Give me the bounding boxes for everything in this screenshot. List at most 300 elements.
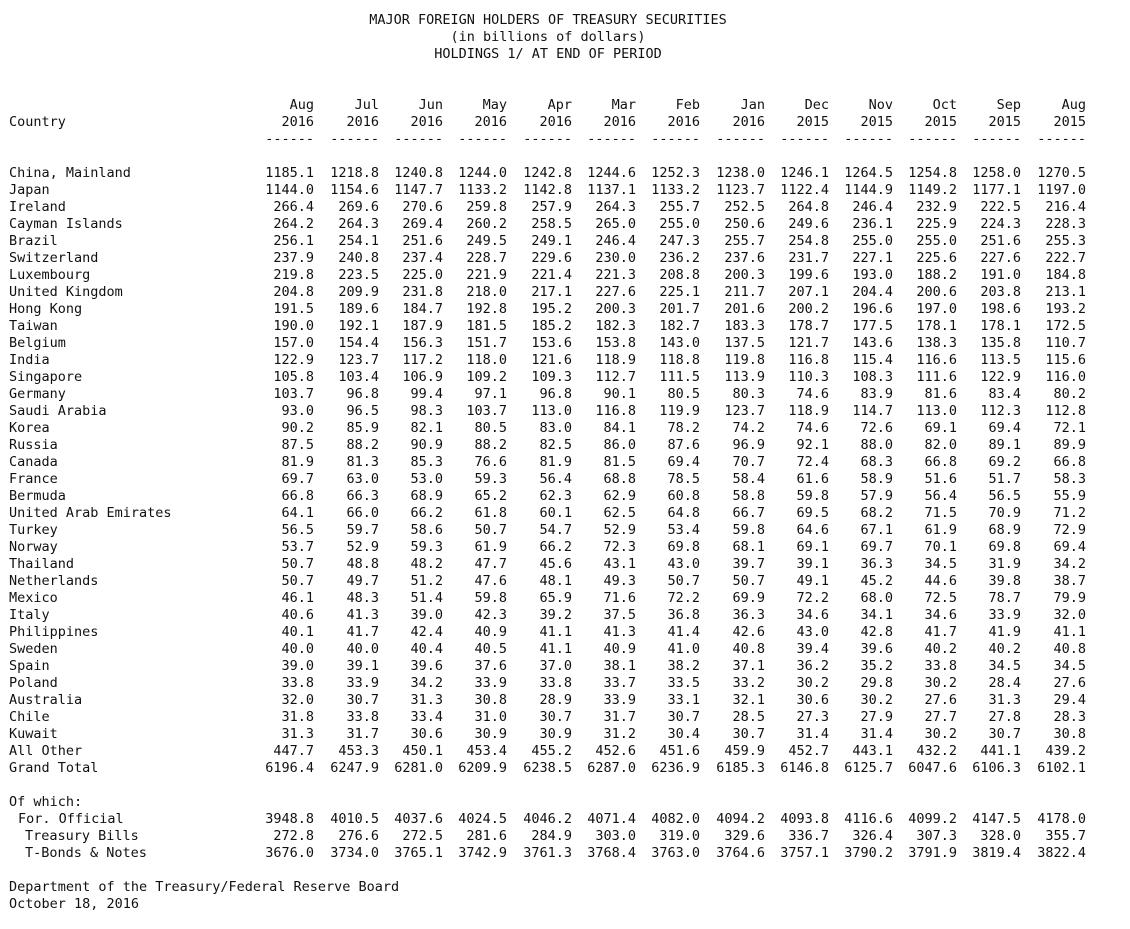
holding-value: 30.7: [539, 709, 572, 725]
country-name: Canada: [9, 454, 58, 470]
holding-value: 1133.2: [651, 182, 700, 198]
holding-value: 255.3: [1045, 233, 1086, 249]
holding-value: 259.8: [466, 199, 507, 215]
holding-value: 66.7: [732, 505, 765, 521]
country-name: India: [9, 352, 50, 368]
column-header-month: May: [482, 97, 507, 113]
of-which-value: 326.4: [852, 828, 893, 844]
holding-value: 34.2: [410, 675, 443, 691]
holding-value: 72.6: [860, 420, 893, 436]
table-row: [0, 454, 1100, 471]
holding-value: 33.8: [924, 658, 957, 674]
table-row: [0, 675, 1100, 692]
of-which-row-label: Treasury Bills: [25, 828, 139, 844]
holding-value: 59.3: [410, 539, 443, 555]
country-name: Thailand: [9, 556, 75, 572]
holding-value: 39.1: [346, 658, 379, 674]
of-which-value: 4178.0: [1037, 811, 1086, 827]
holding-value: 81.3: [346, 454, 379, 470]
holding-value: 30.2: [860, 692, 893, 708]
holding-value: 184.7: [402, 301, 443, 317]
holding-value: 30.6: [796, 692, 829, 708]
holding-value: 6281.0: [394, 760, 443, 776]
holding-value: 6047.6: [908, 760, 957, 776]
holding-value: 48.2: [410, 556, 443, 572]
holding-value: 204.8: [273, 284, 314, 300]
column-separator: ------: [394, 131, 443, 147]
holding-value: 85.9: [346, 420, 379, 436]
holding-value: 113.5: [980, 352, 1021, 368]
of-which-row-label: For. Official: [18, 811, 124, 827]
holding-value: 225.6: [916, 250, 957, 266]
holding-value: 41.7: [346, 624, 379, 640]
of-which-label: Of which:: [9, 794, 83, 810]
table-row: [0, 556, 1100, 573]
holding-value: 36.3: [860, 556, 893, 572]
holding-value: 58.6: [410, 522, 443, 538]
holding-value: 43.0: [796, 624, 829, 640]
holding-value: 1258.0: [972, 165, 1021, 181]
holding-value: 34.2: [1053, 556, 1086, 572]
holding-value: 89.9: [1053, 437, 1086, 453]
holding-value: 39.8: [988, 573, 1021, 589]
of-which-value: 3734.0: [330, 845, 379, 861]
holding-value: 90.2: [281, 420, 314, 436]
holding-value: 246.4: [852, 199, 893, 215]
column-header-month-row: [0, 97, 1100, 114]
table-row: [0, 250, 1100, 267]
table-row: [0, 641, 1100, 658]
holding-value: 59.8: [732, 522, 765, 538]
column-header-year: 2016: [474, 114, 507, 130]
holding-value: 70.7: [732, 454, 765, 470]
holding-value: 68.8: [603, 471, 636, 487]
table-row: [0, 471, 1100, 488]
holding-value: 153.8: [595, 335, 636, 351]
holding-value: 40.6: [281, 607, 314, 623]
holding-value: 249.6: [788, 216, 829, 232]
holding-value: 207.1: [788, 284, 829, 300]
holding-value: 53.0: [410, 471, 443, 487]
holding-value: 109.3: [531, 369, 572, 385]
table-row: [0, 182, 1100, 199]
holding-value: 195.2: [531, 301, 572, 317]
holding-value: 69.4: [1053, 539, 1086, 555]
holding-value: 76.6: [474, 454, 507, 470]
holding-value: 225.1: [659, 284, 700, 300]
holding-value: 30.7: [346, 692, 379, 708]
of-which-row: [0, 811, 1100, 828]
column-header-month: Feb: [675, 97, 700, 113]
holding-value: 50.7: [732, 573, 765, 589]
holding-value: 113.9: [724, 369, 765, 385]
holding-value: 31.9: [988, 556, 1021, 572]
holding-value: 58.9: [860, 471, 893, 487]
holding-value: 254.8: [788, 233, 829, 249]
holding-value: 33.8: [539, 675, 572, 691]
holding-value: 192.1: [338, 318, 379, 334]
table-row: [0, 284, 1100, 301]
holding-value: 66.2: [410, 505, 443, 521]
holding-value: 1197.0: [1037, 182, 1086, 198]
of-which-value: 3819.4: [972, 845, 1021, 861]
holding-value: 33.9: [346, 675, 379, 691]
holding-value: 118.8: [659, 352, 700, 368]
of-which-value: 3764.6: [716, 845, 765, 861]
holding-value: 1238.0: [716, 165, 765, 181]
country-name: Australia: [9, 692, 83, 708]
holding-value: 41.7: [924, 624, 957, 640]
holding-value: 182.3: [595, 318, 636, 334]
holding-value: 83.4: [988, 386, 1021, 402]
holding-value: 61.9: [924, 522, 957, 538]
holding-value: 39.0: [281, 658, 314, 674]
holding-value: 59.8: [474, 590, 507, 606]
holding-value: 453.4: [466, 743, 507, 759]
of-which-value: 3676.0: [265, 845, 314, 861]
holding-value: 264.3: [595, 199, 636, 215]
holding-value: 34.6: [796, 607, 829, 623]
holding-value: 190.0: [273, 318, 314, 334]
holding-value: 450.1: [402, 743, 443, 759]
of-which-value: 329.6: [724, 828, 765, 844]
holding-value: 197.0: [916, 301, 957, 317]
holding-value: 49.7: [346, 573, 379, 589]
holding-value: 452.6: [595, 743, 636, 759]
holding-value: 30.2: [796, 675, 829, 691]
country-name: Netherlands: [9, 573, 99, 589]
holding-value: 264.3: [338, 216, 379, 232]
holding-value: 121.6: [531, 352, 572, 368]
holding-value: 110.7: [1045, 335, 1086, 351]
holding-value: 30.8: [474, 692, 507, 708]
holding-value: 118.9: [595, 352, 636, 368]
holding-value: 64.8: [667, 505, 700, 521]
column-header-month: Dec: [804, 97, 829, 113]
holding-value: 93.0: [281, 403, 314, 419]
holding-value: 56.5: [281, 522, 314, 538]
column-header-month: Jul: [354, 97, 379, 113]
of-which-value: 281.6: [466, 828, 507, 844]
holding-value: 92.1: [796, 437, 829, 453]
holding-value: 6238.5: [523, 760, 572, 776]
holding-value: 222.5: [980, 199, 1021, 215]
of-which-value: 328.0: [980, 828, 1021, 844]
holding-value: 41.0: [667, 641, 700, 657]
holding-value: 89.1: [988, 437, 1021, 453]
holding-value: 29.8: [860, 675, 893, 691]
holding-value: 6125.7: [844, 760, 893, 776]
holding-value: 1242.8: [523, 165, 572, 181]
holding-value: 1254.8: [908, 165, 957, 181]
holding-value: 34.1: [860, 607, 893, 623]
holding-value: 85.3: [410, 454, 443, 470]
column-separator: ------: [587, 131, 636, 147]
holding-value: 41.3: [603, 624, 636, 640]
holding-value: 6146.8: [780, 760, 829, 776]
holding-value: 61.6: [796, 471, 829, 487]
column-header-year: 2016: [603, 114, 636, 130]
holding-value: 41.9: [988, 624, 1021, 640]
holding-value: 37.0: [539, 658, 572, 674]
holding-value: 90.9: [410, 437, 443, 453]
holding-value: 39.6: [410, 658, 443, 674]
holding-value: 240.8: [338, 250, 379, 266]
column-header-year: 2016: [667, 114, 700, 130]
holding-value: 48.3: [346, 590, 379, 606]
holding-value: 96.5: [346, 403, 379, 419]
of-which-value: 4010.5: [330, 811, 379, 827]
holding-value: 200.3: [595, 301, 636, 317]
holding-value: 66.8: [281, 488, 314, 504]
holding-value: 1154.6: [330, 182, 379, 198]
holding-value: 31.4: [860, 726, 893, 742]
table-row: [0, 590, 1100, 607]
country-name: Sweden: [9, 641, 58, 657]
holding-value: 65.2: [474, 488, 507, 504]
table-row: [0, 165, 1100, 182]
holding-value: 36.2: [796, 658, 829, 674]
holding-value: 51.7: [988, 471, 1021, 487]
holding-value: 198.6: [980, 301, 1021, 317]
holding-value: 96.9: [732, 437, 765, 453]
holding-value: 228.7: [466, 250, 507, 266]
holding-value: 81.9: [281, 454, 314, 470]
holding-value: 184.8: [1045, 267, 1086, 283]
column-header-month: Mar: [611, 97, 636, 113]
holding-value: 27.6: [1053, 675, 1086, 691]
holding-value: 42.3: [474, 607, 507, 623]
of-which-value: 4082.0: [651, 811, 700, 827]
holding-value: 201.6: [724, 301, 765, 317]
holding-value: 80.5: [474, 420, 507, 436]
holding-value: 71.5: [924, 505, 957, 521]
holding-value: 33.4: [410, 709, 443, 725]
holding-value: 67.1: [860, 522, 893, 538]
holding-value: 34.6: [924, 607, 957, 623]
holding-value: 48.1: [539, 573, 572, 589]
holding-value: 37.5: [603, 607, 636, 623]
holding-value: 72.2: [667, 590, 700, 606]
holding-value: 252.5: [724, 199, 765, 215]
holding-value: 33.9: [474, 675, 507, 691]
country-name: Hong Kong: [9, 301, 83, 317]
holding-value: 69.7: [281, 471, 314, 487]
holding-value: 211.7: [724, 284, 765, 300]
holding-value: 56.5: [988, 488, 1021, 504]
holding-value: 232.9: [916, 199, 957, 215]
holding-value: 103.7: [466, 403, 507, 419]
table-row: [0, 386, 1100, 403]
holding-value: 119.9: [659, 403, 700, 419]
holding-value: 213.1: [1045, 284, 1086, 300]
holding-value: 31.3: [410, 692, 443, 708]
of-which-value: 3822.4: [1037, 845, 1086, 861]
holding-value: 1144.0: [265, 182, 314, 198]
holding-value: 27.6: [924, 692, 957, 708]
holding-value: 69.9: [732, 590, 765, 606]
of-which-value: 3790.2: [844, 845, 893, 861]
holding-value: 38.1: [603, 658, 636, 674]
holding-value: 32.0: [281, 692, 314, 708]
holding-value: 209.9: [338, 284, 379, 300]
holding-value: 178.1: [980, 318, 1021, 334]
holding-value: 121.7: [788, 335, 829, 351]
holding-value: 54.7: [539, 522, 572, 538]
holding-value: 72.5: [924, 590, 957, 606]
holding-value: 249.1: [531, 233, 572, 249]
holding-value: 32.0: [1053, 607, 1086, 623]
holding-value: 45.2: [860, 573, 893, 589]
holding-value: 88.2: [474, 437, 507, 453]
country-name: Luxembourg: [9, 267, 91, 283]
holding-value: 221.3: [595, 267, 636, 283]
holding-value: 28.3: [1053, 709, 1086, 725]
holding-value: 208.8: [659, 267, 700, 283]
holding-value: 260.2: [466, 216, 507, 232]
of-which-heading: [0, 794, 1100, 811]
holding-value: 46.1: [281, 590, 314, 606]
holding-value: 250.6: [724, 216, 765, 232]
holding-value: 29.4: [1053, 692, 1086, 708]
holding-value: 103.4: [338, 369, 379, 385]
holding-value: 66.3: [346, 488, 379, 504]
of-which-value: 4099.2: [908, 811, 957, 827]
holding-value: 117.2: [402, 352, 443, 368]
holding-value: 52.9: [603, 522, 636, 538]
holding-value: 50.7: [474, 522, 507, 538]
holding-value: 59.7: [346, 522, 379, 538]
holding-value: 231.8: [402, 284, 443, 300]
of-which-value: 4024.5: [458, 811, 507, 827]
holding-value: 83.9: [860, 386, 893, 402]
of-which-value: 319.0: [659, 828, 700, 844]
holding-value: 82.5: [539, 437, 572, 453]
table-row: [0, 743, 1100, 760]
holding-value: 74.2: [732, 420, 765, 436]
holding-value: 98.3: [410, 403, 443, 419]
table-row: [0, 624, 1100, 641]
holding-value: 246.4: [595, 233, 636, 249]
country-name: Turkey: [9, 522, 58, 538]
holding-value: 6185.3: [716, 760, 765, 776]
holding-value: 191.5: [273, 301, 314, 317]
holding-value: 81.9: [539, 454, 572, 470]
holding-value: 74.6: [796, 386, 829, 402]
holding-value: 31.4: [796, 726, 829, 742]
holding-value: 39.7: [732, 556, 765, 572]
holding-value: 106.9: [402, 369, 443, 385]
column-header-month: Nov: [868, 97, 893, 113]
of-which-value: 272.8: [273, 828, 314, 844]
holding-value: 38.2: [667, 658, 700, 674]
holding-value: 36.3: [732, 607, 765, 623]
holding-value: 50.7: [281, 573, 314, 589]
column-header-month: Jan: [740, 97, 765, 113]
holding-value: 123.7: [338, 352, 379, 368]
holding-value: 27.9: [860, 709, 893, 725]
holding-value: 221.9: [466, 267, 507, 283]
table-row: [0, 369, 1100, 386]
country-name: China, Mainland: [9, 165, 131, 181]
holding-value: 30.2: [924, 675, 957, 691]
holding-value: 178.7: [788, 318, 829, 334]
holding-value: 51.2: [410, 573, 443, 589]
holding-value: 255.0: [659, 216, 700, 232]
holding-value: 191.0: [980, 267, 1021, 283]
holding-value: 43.0: [667, 556, 700, 572]
holding-value: 115.6: [1045, 352, 1086, 368]
holding-value: 111.6: [916, 369, 957, 385]
holding-value: 62.5: [603, 505, 636, 521]
holding-value: 40.9: [603, 641, 636, 657]
holding-value: 225.0: [402, 267, 443, 283]
holding-value: 257.9: [531, 199, 572, 215]
country-name: Korea: [9, 420, 50, 436]
holding-value: 80.5: [667, 386, 700, 402]
holding-value: 251.6: [980, 233, 1021, 249]
holding-value: 143.0: [659, 335, 700, 351]
holding-value: 53.4: [667, 522, 700, 538]
table-row: [0, 216, 1100, 233]
of-which-value: 284.9: [531, 828, 572, 844]
holding-value: 218.0: [466, 284, 507, 300]
table-row: [0, 488, 1100, 505]
holding-value: 55.9: [1053, 488, 1086, 504]
holding-value: 96.8: [539, 386, 572, 402]
holding-value: 33.9: [603, 692, 636, 708]
table-row: [0, 199, 1100, 216]
table-row: [0, 692, 1100, 709]
holding-value: 40.2: [924, 641, 957, 657]
holding-value: 34.5: [924, 556, 957, 572]
holding-value: 39.2: [539, 607, 572, 623]
table-row: [0, 318, 1100, 335]
holding-value: 138.3: [916, 335, 957, 351]
holding-value: 111.5: [659, 369, 700, 385]
of-which-value: 4046.2: [523, 811, 572, 827]
holding-value: 79.9: [1053, 590, 1086, 606]
holding-value: 69.5: [796, 505, 829, 521]
holding-value: 441.1: [980, 743, 1021, 759]
holding-value: 81.5: [603, 454, 636, 470]
holding-value: 36.8: [667, 607, 700, 623]
holding-value: 72.9: [1053, 522, 1086, 538]
column-header-year: 2016: [281, 114, 314, 130]
holding-value: 82.0: [924, 437, 957, 453]
holding-value: 1244.6: [587, 165, 636, 181]
column-separator: ------: [651, 131, 700, 147]
holding-value: 200.6: [916, 284, 957, 300]
country-name: Brazil: [9, 233, 58, 249]
holding-value: 69.8: [667, 539, 700, 555]
country-name: Mexico: [9, 590, 58, 606]
holding-value: 35.2: [860, 658, 893, 674]
holding-value: 30.7: [988, 726, 1021, 742]
holding-value: 264.2: [273, 216, 314, 232]
holding-value: 222.7: [1045, 250, 1086, 266]
country-name: Saudi Arabia: [9, 403, 107, 419]
holding-value: 31.7: [603, 709, 636, 725]
holding-value: 69.1: [796, 539, 829, 555]
holding-value: 153.6: [531, 335, 572, 351]
holding-value: 1218.8: [330, 165, 379, 181]
country-name: Germany: [9, 386, 66, 402]
country-name: United Arab Emirates: [9, 505, 172, 521]
holding-value: 40.8: [1053, 641, 1086, 657]
holding-value: 266.4: [273, 199, 314, 215]
holding-value: 32.1: [732, 692, 765, 708]
